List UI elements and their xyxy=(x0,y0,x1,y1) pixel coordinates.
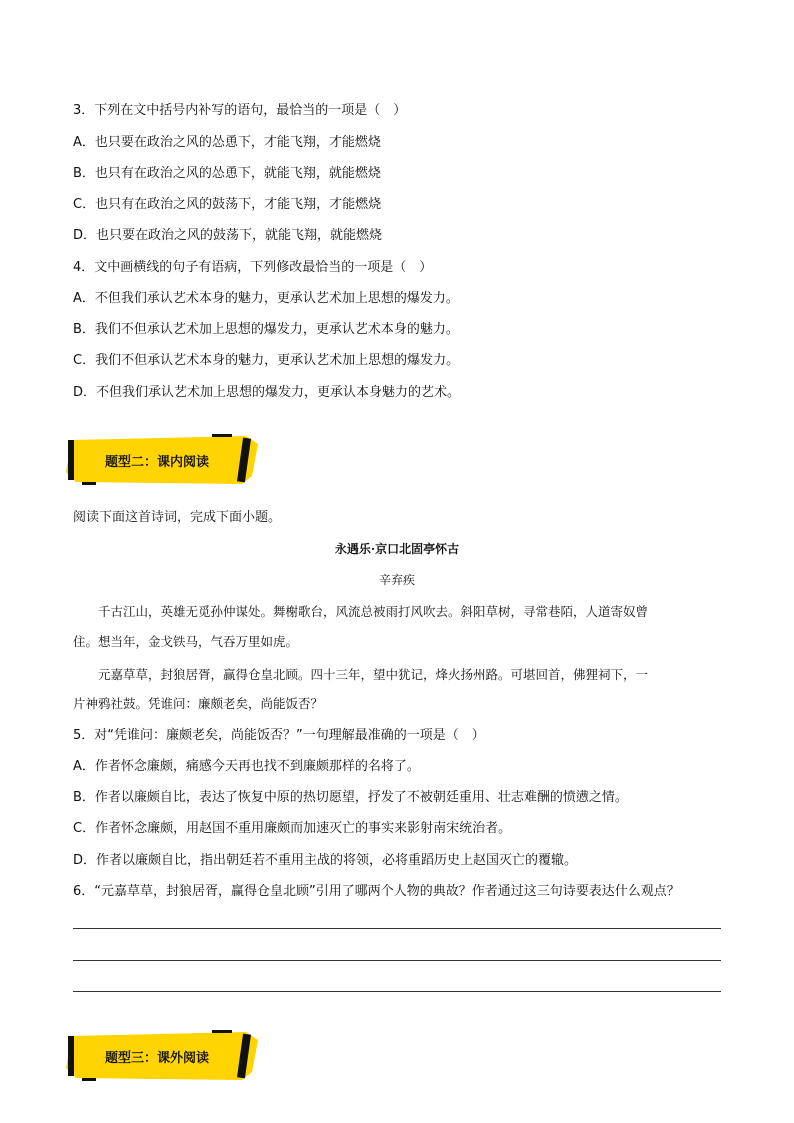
poem-title: 永遇乐·京口北固亭怀古 xyxy=(334,542,460,556)
poem-para1-line2: 住。想当年，金戈铁马，气吞万里如虎。 xyxy=(73,634,299,649)
q3-option-b: B．也只有在政治之风的怂恿下，就能飞翔，就能燃烧 xyxy=(73,166,381,181)
section2-banner xyxy=(62,432,262,488)
q4-option-a: A．不但我们承认艺术本身的魅力，更承认艺术加上思想的爆发力。 xyxy=(73,291,459,306)
section2-instruction: 阅读下面这首诗词，完成下面小题。 xyxy=(73,510,282,525)
q3-option-a: A．也只要在政治之风的怂恿下，才能飞翔，才能燃烧 xyxy=(73,135,381,150)
q5-option-a: A．作者怀念廉颇，痛感今天再也找不到廉颇那样的名将了。 xyxy=(73,759,420,774)
section2-banner-label: 题型二：课内阅读 xyxy=(104,454,209,470)
q3-stem: 3．下列在文中括号内补写的语句，最恰当的一项是（ ） xyxy=(73,103,407,118)
q3-option-d: D．也只要在政治之风的鼓荡下，就能飞翔，就能燃烧 xyxy=(73,228,383,243)
poem-author: 辛弃疾 xyxy=(378,573,415,587)
q3-option-c: C．也只有在政治之风的鼓荡下，才能飞翔，才能燃烧 xyxy=(73,197,382,212)
q5-option-c: C．作者怀念廉颇，用赵国不重用廉颇而加速灭亡的事实来影射南宋统治者。 xyxy=(73,821,512,836)
poem-para2-line1: 元嘉草草，封狼居胥，赢得仓皇北顾。四十三年，望中犹记，烽火扬州路。可堪回首，佛狸祠下，一 xyxy=(98,667,649,682)
answer-line-1[interactable] xyxy=(73,928,721,929)
q4-option-d: D．不但我们承认艺术加上思想的爆发力，更承认本身魅力的艺术。 xyxy=(73,385,461,400)
q4-option-c: C．我们不但承认艺术本身的魅力，更承认艺术加上思想的爆发力。 xyxy=(73,353,460,368)
q5-option-d: D．作者以廉颇自比，指出朝廷若不重用主战的将领，必将重蹈历史上赵国灭亡的覆辙。 xyxy=(73,853,578,868)
poem-para1-line1: 千古江山，英雄无觅孙仲谋处。舞榭歌台，风流总被雨打风吹去。斜阳草树，寻常巷陌，人道寄奴曾 xyxy=(98,604,649,619)
q4-option-b: B．我们不但承认艺术加上思想的爆发力，更承认艺术本身的魅力。 xyxy=(73,322,459,337)
q5-stem: 5．对“凭谁问：廉颇老矣，尚能饭否？”一句理解最准确的一项是（ ） xyxy=(73,728,485,743)
q5-option-b: B．作者以廉颇自比，表达了恢复中原的热切愿望，抒发了不被朝廷重用、壮志难酬的愤懑之情。 xyxy=(73,790,628,805)
q6-stem: 6．“元嘉草草，封狼居胥，赢得仓皇北顾”引用了哪两个人物的典故？作者通过这三句诗要表达什么观点？ xyxy=(73,884,680,899)
section3-banner-label: 题型三：课外阅读 xyxy=(104,1050,209,1066)
answer-line-2[interactable] xyxy=(73,960,721,961)
section3-banner xyxy=(62,1028,262,1084)
answer-line-3[interactable] xyxy=(73,991,721,992)
q4-stem: 4．文中画横线的句子有语病，下列修改最恰当的一项是（ ） xyxy=(73,260,433,275)
poem-para2-line2: 片神鸦社鼓。凭谁问：廉颇老矣，尚能饭否？ xyxy=(73,696,324,711)
